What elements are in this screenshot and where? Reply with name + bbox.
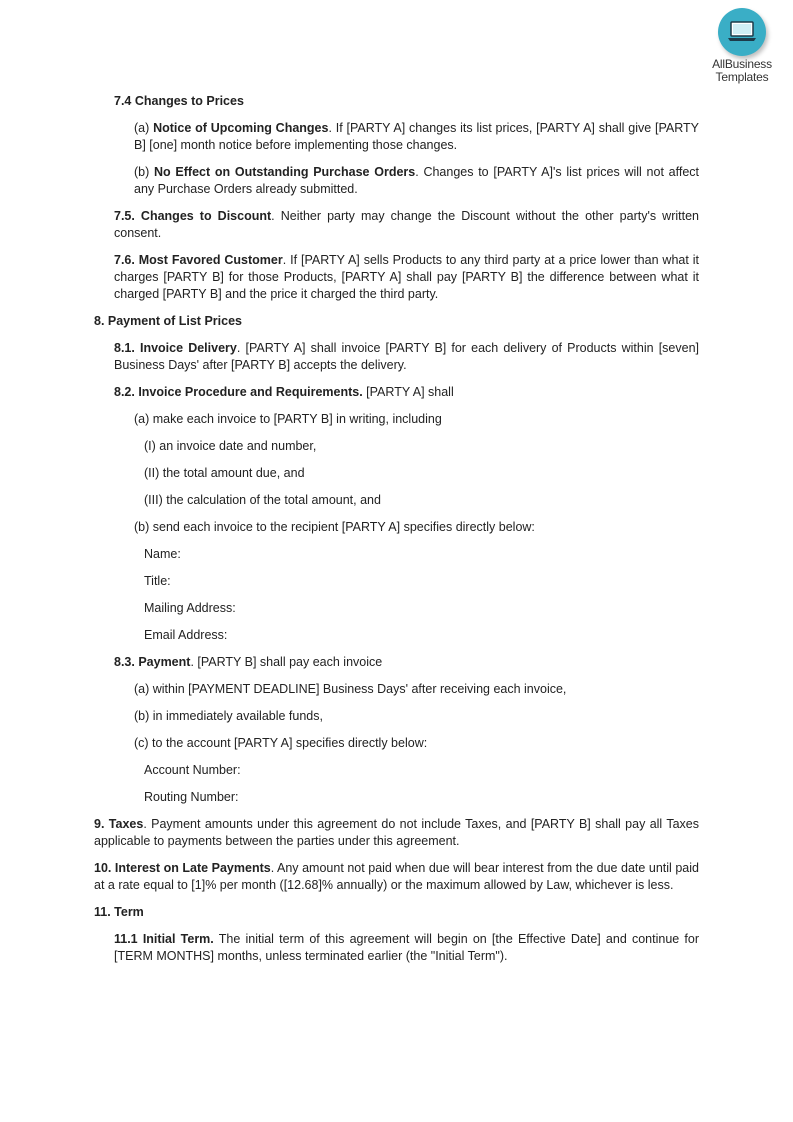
section-10: 10. Interest on Late Payments. Any amount not paid when due will bear interest from the due date until paid at a rate equal to [1]% per month ([12.68]% annually) or the maximum allowed by Law, whichever is less. — [94, 861, 699, 892]
section-7-4-b: (b) No Effect on Outstanding Purchase Orders. Changes to [PARTY A]'s list prices will not affect any Purchase Orders already submitted. — [134, 165, 699, 196]
logo-line-2: Templates — [715, 70, 769, 84]
section-8-2-a: (a) make each invoice to [PARTY B] in writing, including — [134, 412, 442, 426]
section-7-5: 7.5. Changes to Discount. Neither party may change the Discount without the other party's written consent. — [114, 209, 699, 240]
section-9: 9. Taxes. Payment amounts under this agreement do not include Taxes, and [PARTY B] shall pay all Taxes applicable to payments between the parties under this agreement. — [94, 817, 699, 848]
account-number-field: Account Number: — [144, 763, 241, 777]
section-8-3-a: (a) within [PAYMENT DEADLINE] Business Days' after receiving each invoice, — [134, 682, 567, 696]
section-8-2-b: (b) send each invoice to the recipient [PARTY A] specifies directly below: — [134, 520, 535, 534]
routing-number-field: Routing Number: — [144, 790, 239, 804]
section-8-1: 8.1. Invoice Delivery. [PARTY A] shall invoice [PARTY B] for each delivery of Products within [seven] Business Days' after [PARTY B] accepts the delivery. — [114, 341, 699, 372]
document-body — [94, 93, 699, 975]
section-11-heading: 11. Term — [94, 905, 144, 919]
recipient-name-field: Name: — [144, 547, 181, 561]
section-8-2-a-ii: (II) the total amount due, and — [144, 466, 305, 480]
section-8-2-a-iii: (III) the calculation of the total amount, and — [144, 493, 381, 507]
section-8-3-b: (b) in immediately available funds, — [134, 709, 323, 723]
laptop-icon — [718, 8, 766, 56]
section-7-6: 7.6. Most Favored Customer. If [PARTY A] sells Products to any third party at a price lower than what it charges [PARTY B] for those Products, [PARTY A] shall pay [PARTY B] the difference between what it charged [PARTY B] and the price it charged the third party. — [114, 253, 700, 301]
recipient-title-field: Title: — [144, 574, 171, 588]
recipient-email-field: Email Address: — [144, 628, 228, 642]
section-8-2: 8.2. Invoice Procedure and Requirements. [PARTY A] shall — [114, 385, 454, 399]
section-7-4-a: (a) Notice of Upcoming Changes. If [PARTY A] changes its list prices, [PARTY A] shall give [PARTY B] [one] month notice before implementing those changes. — [134, 121, 699, 152]
allbusiness-logo[interactable] — [704, 8, 780, 84]
section-11-1: 11.1 Initial Term. The initial term of this agreement will begin on [the Effective Date] and continue for [TERM MONTHS] months, unless terminated earlier (the "Initial Term"). — [114, 932, 700, 963]
logo-line-1: AllBusiness — [712, 57, 772, 71]
section-7-4-heading: 7.4 Changes to Prices — [114, 94, 244, 108]
section-8-heading: 8. Payment of List Prices — [94, 314, 242, 328]
section-8-2-a-i: (I) an invoice date and number, — [144, 439, 317, 453]
section-8-3: 8.3. Payment. [PARTY B] shall pay each invoice — [114, 655, 383, 669]
recipient-mailing-field: Mailing Address: — [144, 601, 236, 615]
section-8-3-c: (c) to the account [PARTY A] specifies directly below: — [134, 736, 428, 750]
